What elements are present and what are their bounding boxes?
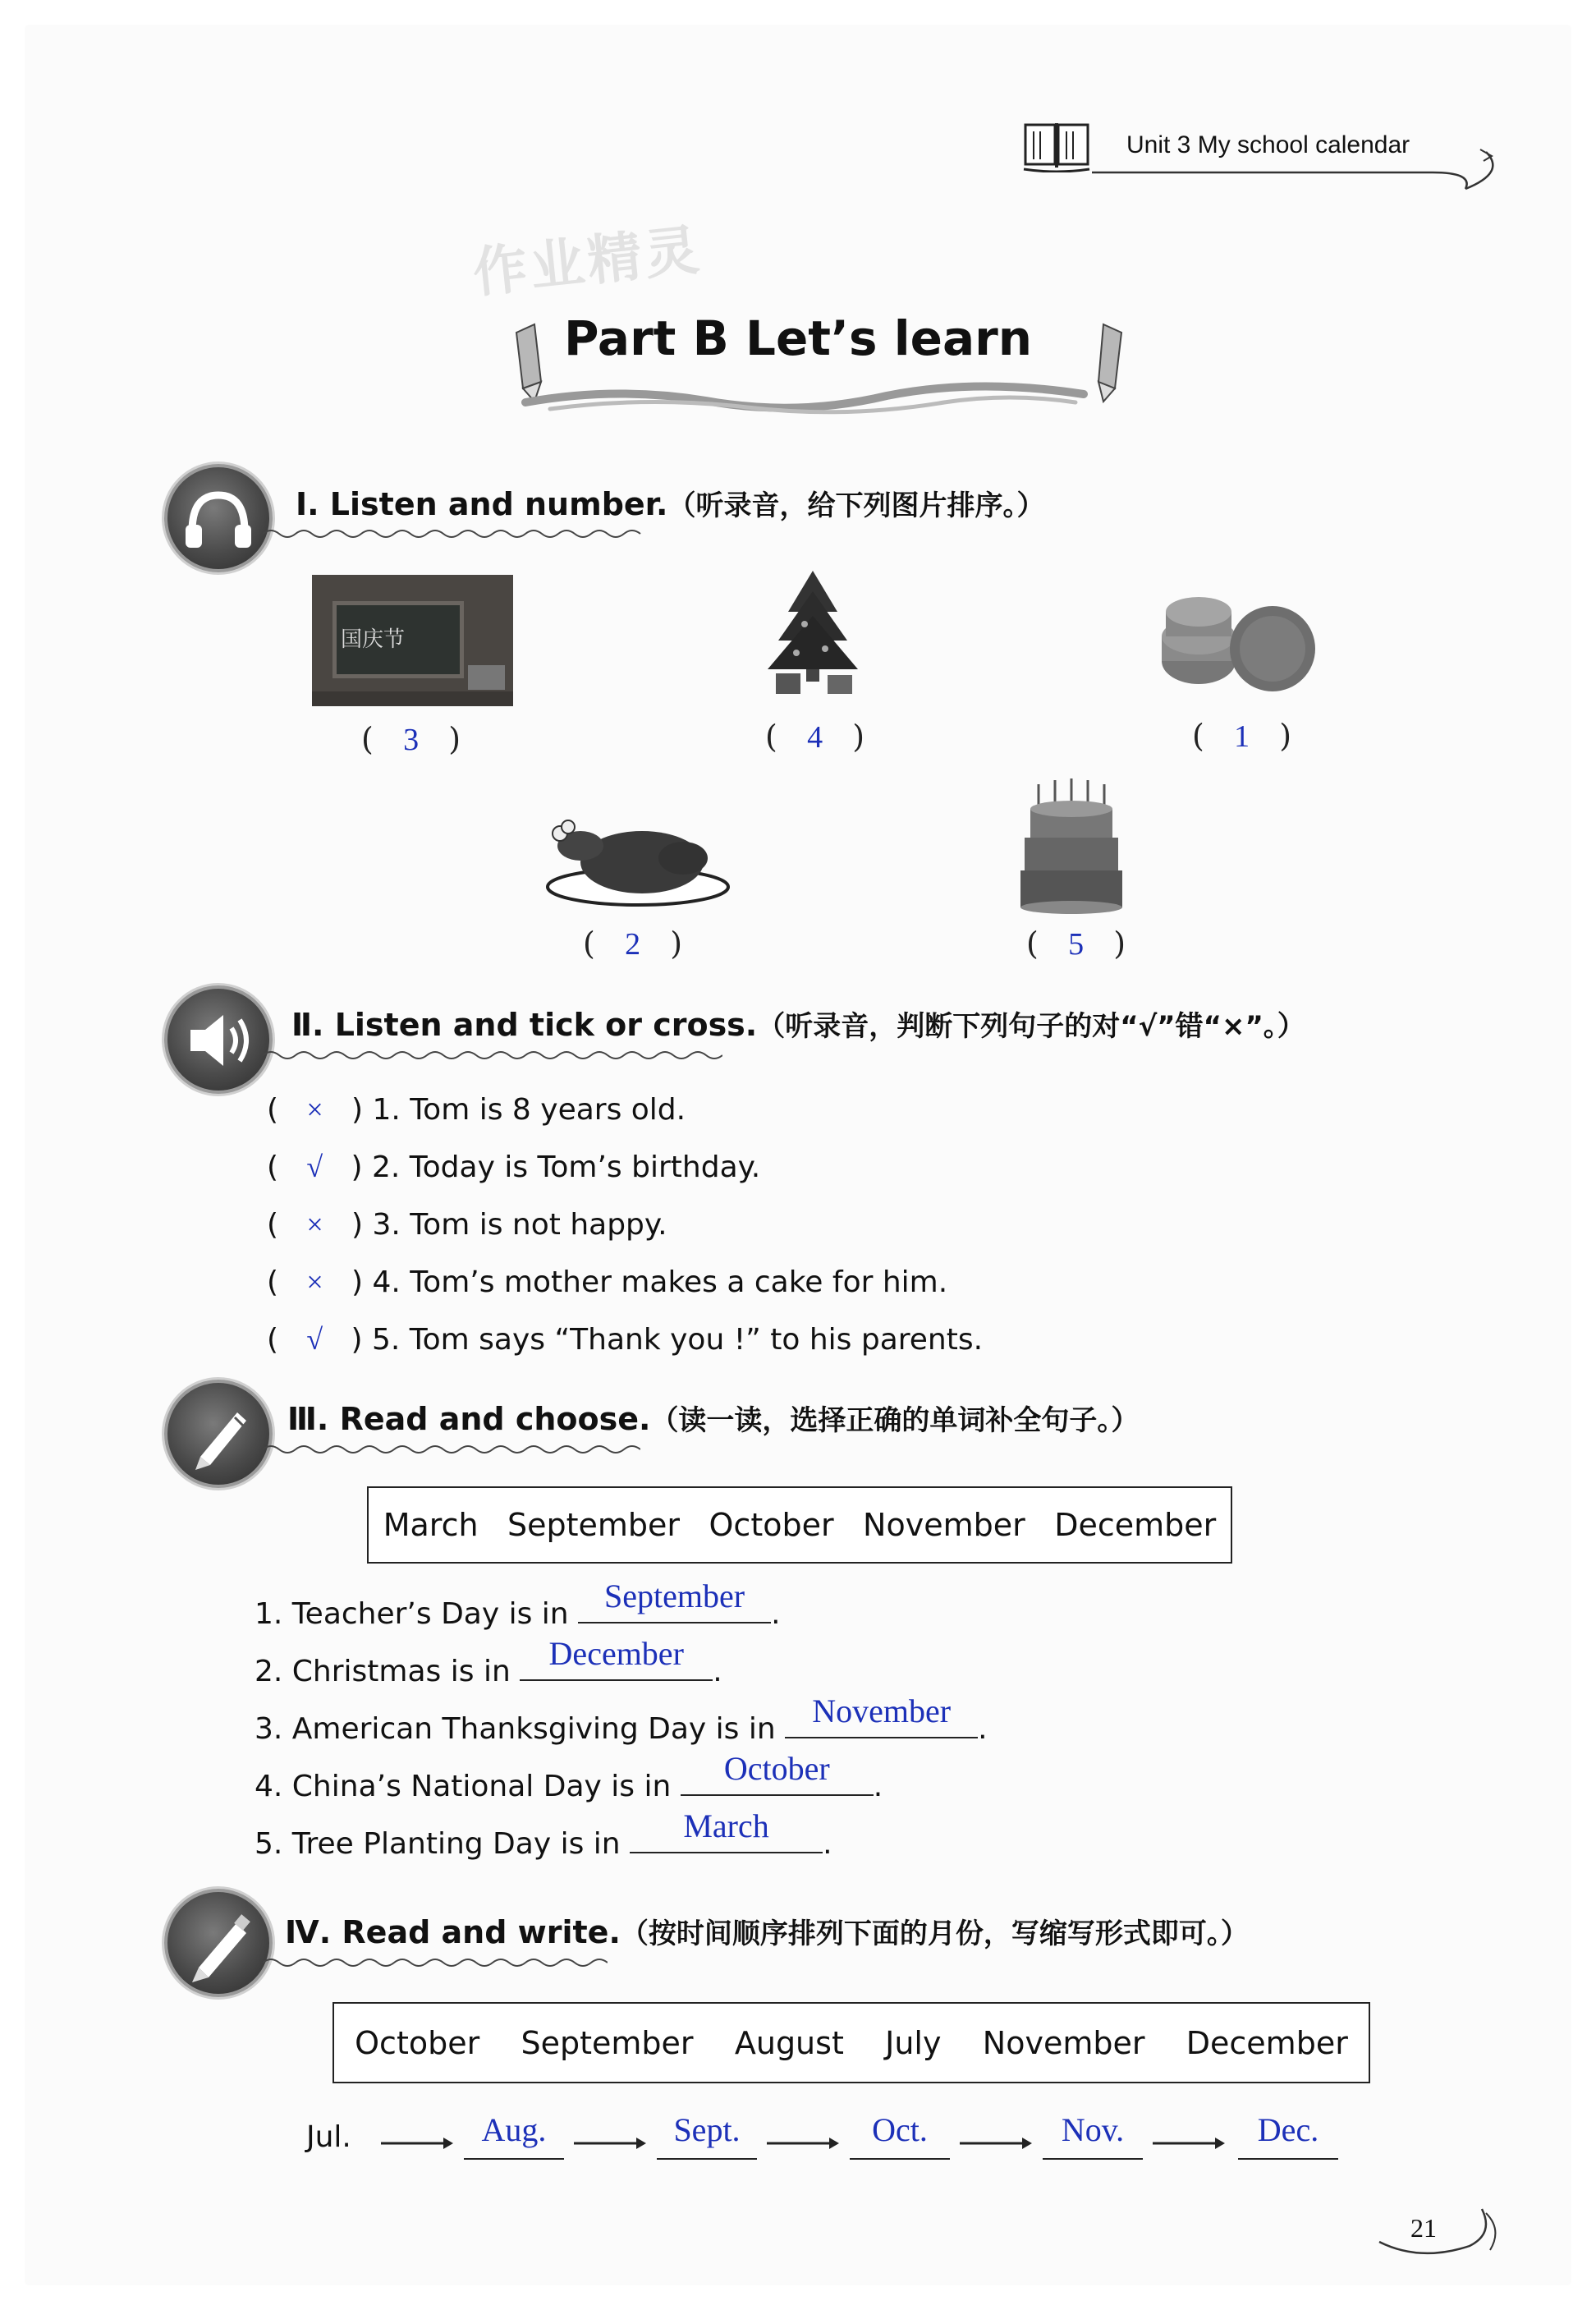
word-bank-1-word: December xyxy=(1054,1507,1217,1543)
arrow-icon xyxy=(765,2131,839,2156)
section-2-title: Ⅱ. Listen and tick or cross. xyxy=(291,1007,758,1043)
speaker-icon xyxy=(164,985,273,1094)
section-3-note: （读一读，选择正确的单词补全句子。） xyxy=(650,1404,1140,1437)
title-wave-underline xyxy=(517,378,1092,419)
choose-answer-3: November xyxy=(812,1692,952,1729)
sequence-answer-5: Dec. xyxy=(1238,2110,1338,2160)
arrow-icon xyxy=(379,2131,453,2156)
roast-turkey-picture xyxy=(543,809,732,907)
choose-item-2: 2. Christmas is in December . xyxy=(255,1635,722,1688)
section-3-heading xyxy=(287,1398,1139,1438)
unit-title: Unit 3 My school calendar xyxy=(1126,131,1410,158)
part-title: Part B Let’s learn xyxy=(563,310,1033,366)
page-number: 21 xyxy=(1410,2213,1437,2243)
arrow-icon xyxy=(1151,2131,1225,2156)
section-1-wavy-underline xyxy=(263,526,649,542)
tick-item-4-mark: × xyxy=(306,1265,323,1298)
section-3-title: Ⅲ. Read and choose. xyxy=(287,1401,651,1437)
national-day-blackboard-picture xyxy=(312,575,513,706)
section-4-title: Ⅳ. Read and write. xyxy=(285,1914,621,1950)
unit-header xyxy=(1022,115,1498,197)
section-2-wavy-underline xyxy=(263,1047,722,1063)
choose-answer-5: March xyxy=(683,1807,769,1844)
section-1-note: （听录音，给下列图片排序。） xyxy=(667,489,1045,522)
picture-5-answer: ( 5 ) xyxy=(1026,925,1126,962)
arrow-icon xyxy=(572,2131,646,2156)
word-bank-1-word: November xyxy=(863,1507,1025,1543)
word-bank-2-word: July xyxy=(885,2024,942,2061)
tick-item-2-mark: √ xyxy=(306,1150,323,1183)
birthday-cake-picture xyxy=(1018,776,1125,916)
tick-item-5-mark: √ xyxy=(306,1323,323,1356)
choose-item-1: 1. Teacher’s Day is in September . xyxy=(255,1578,781,1631)
pen-icon xyxy=(164,1889,273,1997)
word-bank-2-word: August xyxy=(734,2024,844,2061)
word-bank-2-word: November xyxy=(982,2024,1145,2061)
tick-item-3: ( × ) 3. Tom is not happy. xyxy=(267,1208,667,1242)
tick-item-2: ( √ ) 2. Today is Tom’s birthday. xyxy=(267,1150,761,1184)
word-bank-1-word: October xyxy=(709,1507,834,1543)
choose-item-4: 4. China’s National Day is in October . xyxy=(255,1750,883,1803)
section-4-note: （按时间顺序排列下面的月份，写缩写形式即可。） xyxy=(620,1917,1249,1950)
tick-item-4: ( × ) 4. Tom’s mother makes a cake for him. xyxy=(267,1265,948,1299)
book-icon xyxy=(1022,120,1092,172)
choose-item-3: 3. American Thanksgiving Day is in November . xyxy=(255,1692,988,1746)
picture-3-answer: ( 1 ) xyxy=(1192,718,1292,754)
blackboard-text: 国庆节 xyxy=(341,627,406,652)
picture-2-answer: ( 4 ) xyxy=(765,719,865,755)
sequence-answer-3: Oct. xyxy=(850,2110,950,2160)
choose-answer-4: October xyxy=(723,1750,830,1787)
sequence-answer-4: Nov. xyxy=(1043,2110,1143,2160)
page-number-swoosh xyxy=(1371,2205,1502,2262)
word-bank-1-word: March xyxy=(383,1507,479,1543)
section-1-heading xyxy=(296,483,1044,523)
section-2-note: （听录音，判断下列句子的对“√”错“×”。） xyxy=(757,1010,1305,1043)
tick-item-1-mark: × xyxy=(306,1093,323,1126)
word-bank-1 xyxy=(367,1486,1232,1564)
headphones-icon xyxy=(164,464,273,572)
watermark: 作业精灵 xyxy=(470,218,705,305)
section-1-title: Ⅰ. Listen and number. xyxy=(296,486,668,522)
choose-answer-1: September xyxy=(604,1578,745,1614)
section-4-heading xyxy=(285,1911,1249,1951)
arrow-icon xyxy=(958,2131,1032,2156)
picture-4-answer: ( 2 ) xyxy=(583,925,683,962)
section-4-wavy-underline xyxy=(263,1954,608,1971)
section-2-heading xyxy=(291,1003,1305,1044)
word-bank-2-word: October xyxy=(355,2024,480,2061)
sequence-answer-2: Sept. xyxy=(657,2110,757,2160)
tick-item-1: ( × ) 1. Tom is 8 years old. xyxy=(267,1093,686,1127)
picture-1-answer: ( 3 ) xyxy=(361,721,461,757)
mooncakes-picture xyxy=(1158,579,1338,702)
tick-item-3-mark: × xyxy=(306,1208,323,1241)
word-bank-2 xyxy=(332,2002,1370,2083)
word-bank-2-word: December xyxy=(1186,2024,1348,2061)
header-underline-swoosh xyxy=(1088,148,1498,197)
pencil-icon xyxy=(164,1380,273,1488)
word-bank-2-word: September xyxy=(521,2024,694,2061)
sequence-start: Jul. xyxy=(306,2120,351,2154)
section-3-wavy-underline xyxy=(263,1441,640,1458)
choose-answer-2: December xyxy=(548,1635,684,1672)
tick-item-5: ( √ ) 5. Tom says “Thank you !” to his parents. xyxy=(267,1323,984,1357)
sequence-answer-1: Aug. xyxy=(464,2110,564,2160)
christmas-tree-picture xyxy=(755,567,870,702)
choose-item-5: 5. Tree Planting Day is in March . xyxy=(255,1807,832,1861)
word-bank-1-word: September xyxy=(507,1507,681,1543)
